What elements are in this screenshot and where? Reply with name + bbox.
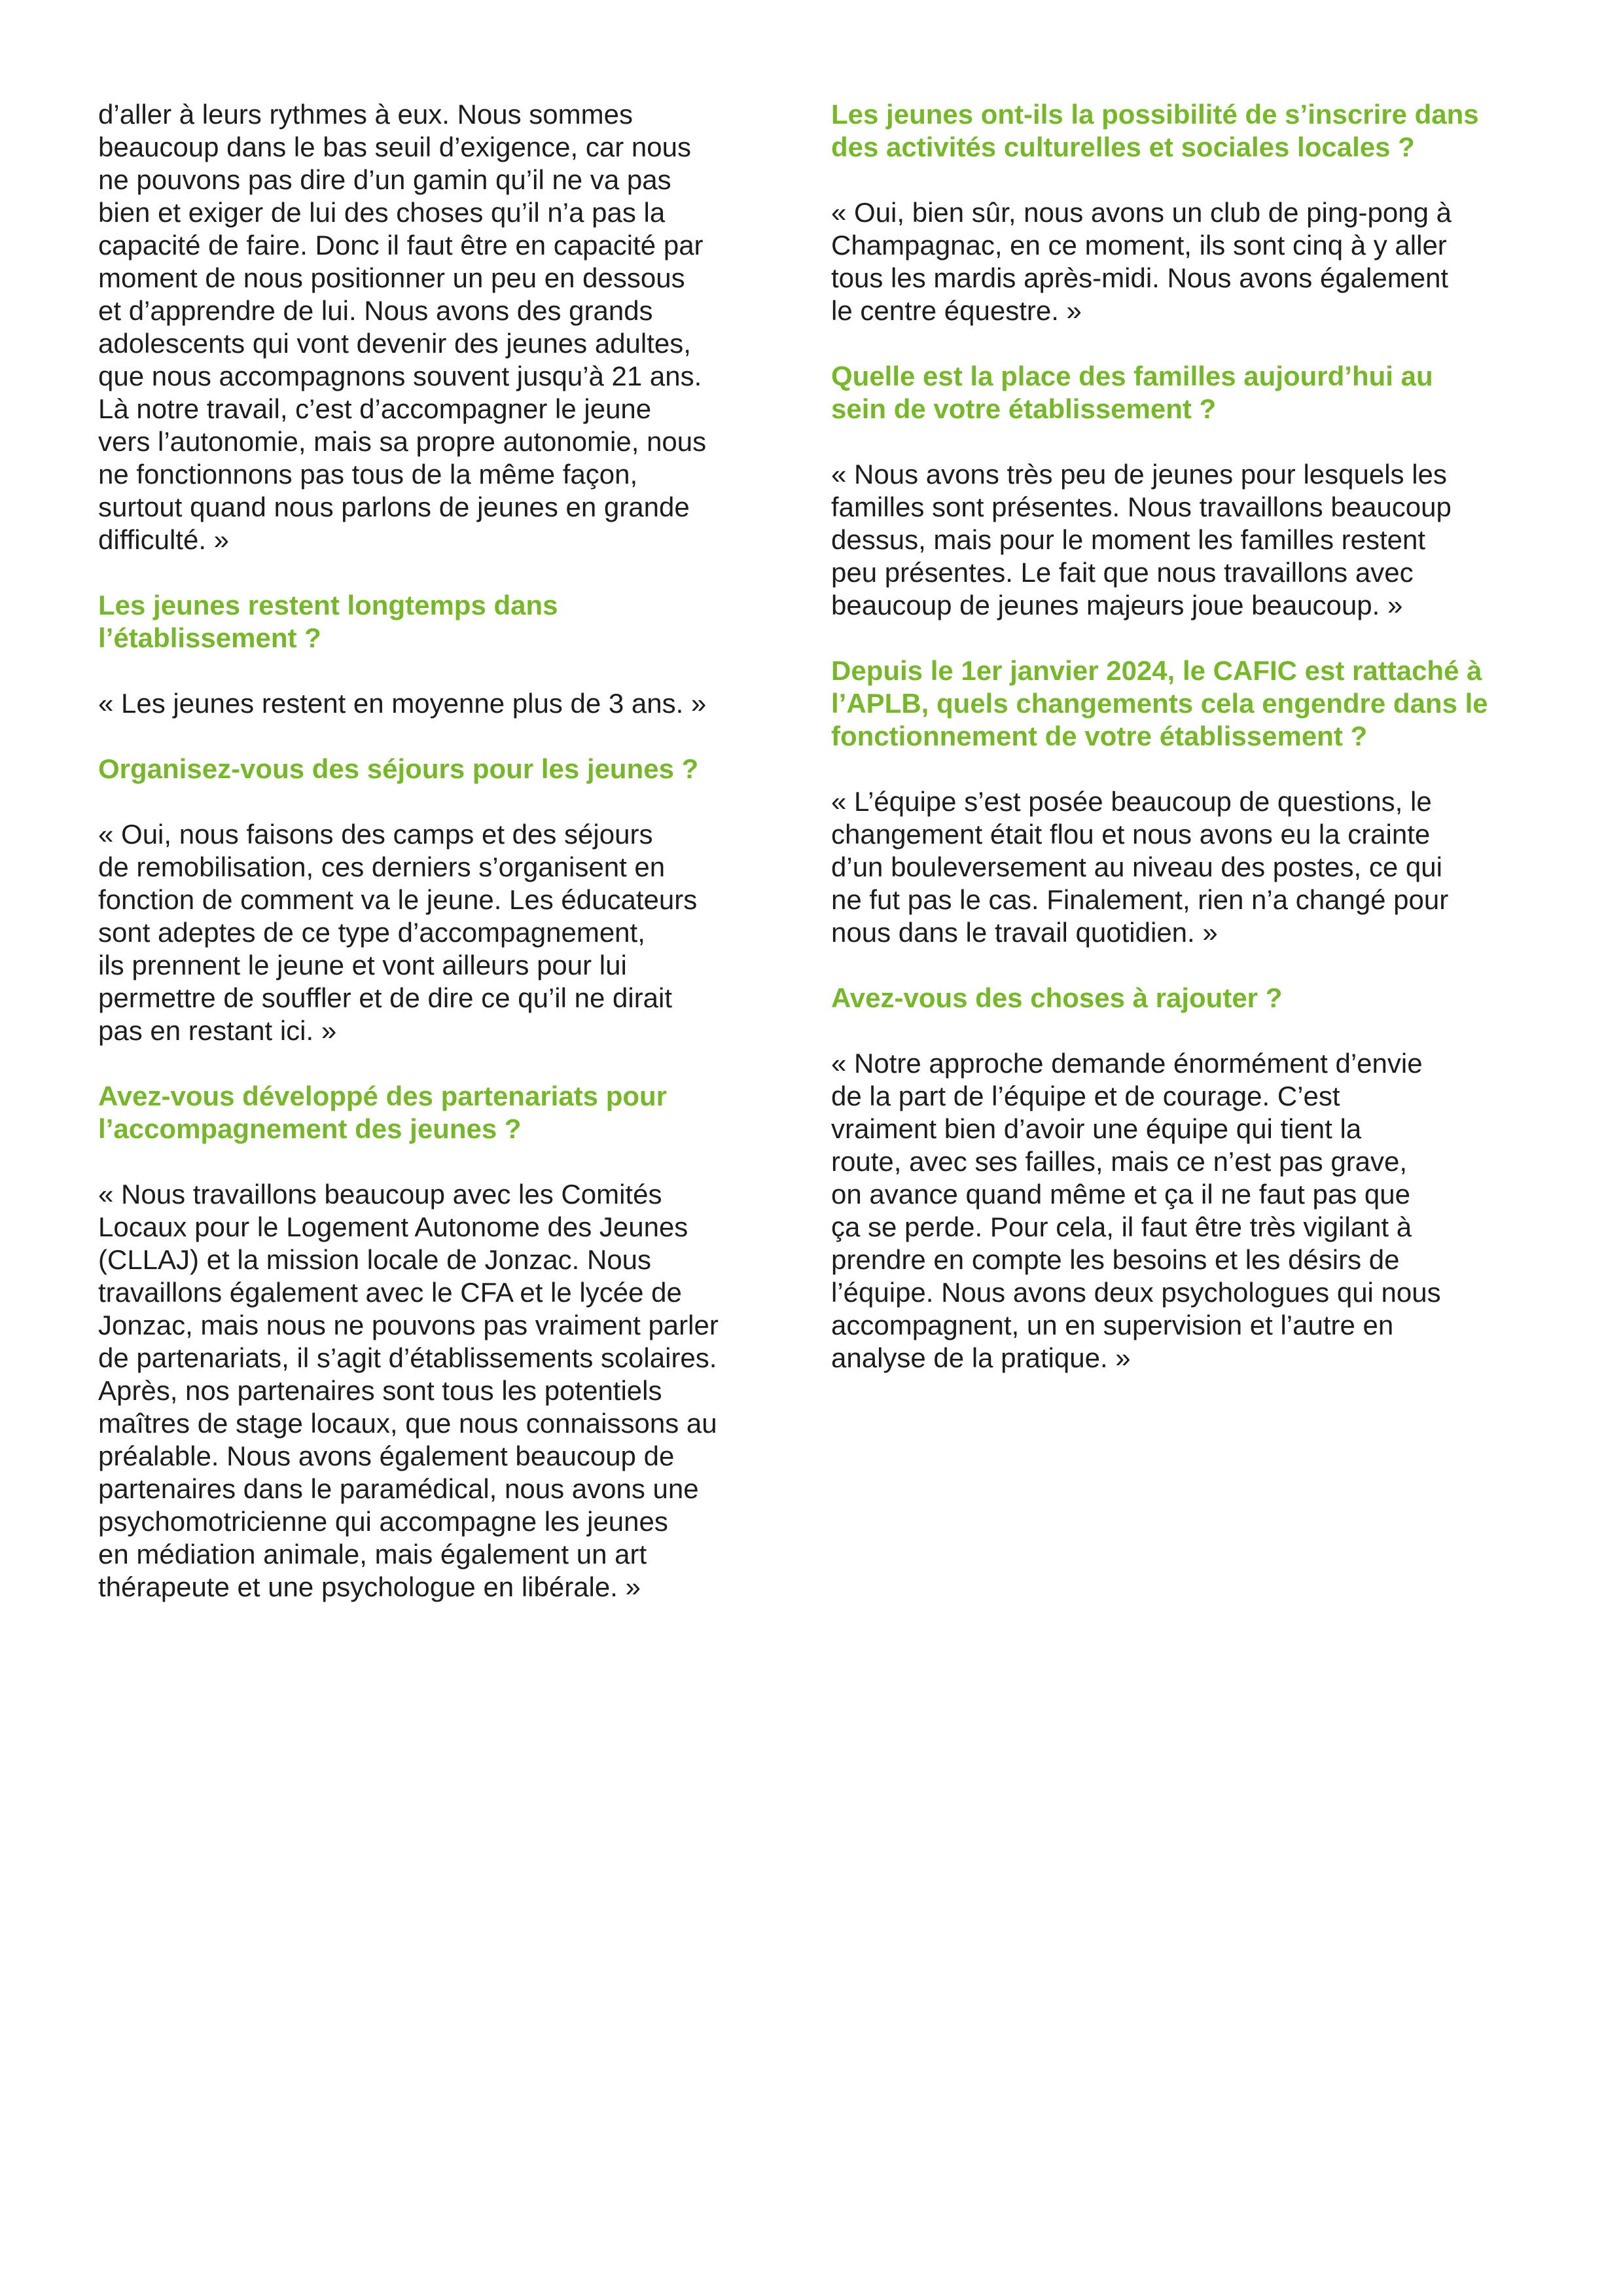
question-heading: Avez-vous développé des partenariats pour l’accompagnement des jeunes ?	[98, 1081, 668, 1144]
question-heading: Les jeunes restent longtemps dans l’établissement ?	[98, 590, 558, 653]
answer-paragraph: « Notre approche demande énormément d’envie de la part de l’équipe et de courage. C’est vraiment bien d’avoir une équipe qui tient la route, avec ses failles, mais ce n’est pas grave, on avance quand même et ça il ne faut pas que ça se perde. Pour cela, il faut être très vigilant à prendre en compte les besoins et les désirs de l’équipe. Nous avons deux psychologues qui nous accompagnent, un en supervision et l’autre en analyse de la pratique. »	[831, 1048, 1441, 1373]
answer-paragraph: « Nous avons très peu de jeunes pour lesquels les familles sont présentes. Nous travaillons beaucoup dessus, mais pour le moment les familles restent peu présentes. Le fait que nous travaillons avec beaucoup de jeunes majeurs joue beaucoup. »	[831, 459, 1452, 620]
answer-paragraph: « Nous travaillons beaucoup avec les Comités Locaux pour le Logement Autonome des Jeunes (CLLAJ) et la mission locale de Jonzac. Nous travaillons également avec le CFA et le lycée de Jonzac, mais nous ne pouvons pas vraiment parler de partenariats, il s’agit d’établissements scolaires. Après, nos partenaires sont tous les potentiels maîtres de stage locaux, que nous connaissons au préalable. Nous avons également beaucoup de partenaires dans le paramédical, nous avons une psychomotricienne qui accompagne les jeunes en médiation animale, mais également un art thérapeute et une psychologue en libérale. »	[98, 1179, 719, 1602]
answer-paragraph: « Les jeunes restent en moyenne plus de 3 ans. »	[98, 688, 707, 719]
answer-paragraph: « Oui, bien sûr, nous avons un club de ping-pong à Champagnac, en ce moment, ils sont cinq à y aller tous les mardis après-midi. Nous avons également le centre équestre. »	[831, 197, 1452, 326]
question-heading: Depuis le 1er janvier 2024, le CAFIC est rattaché à l’APLB, quels changements cela engendre dans le fonctionnement de votre établissement ?	[831, 655, 1488, 751]
question-heading: Organisez-vous des séjours pour les jeunes ?	[98, 753, 699, 784]
answer-paragraph: « L’équipe s’est posée beaucoup de questions, le changement était flou et nous avons eu la crainte d’un bouleversement au niveau des postes, ce qui ne fut pas le cas. Finalement, rien n’a changé pour nous dans le travail quotidien. »	[831, 786, 1449, 948]
left-column	[98, 98, 802, 1604]
question-heading: Avez-vous des choses à rajouter ?	[831, 982, 1283, 1013]
right-column	[831, 98, 1538, 1374]
question-heading: Les jeunes ont-ils la possibilité de s’inscrire dans des activités culturelles et sociales locales ?	[831, 99, 1479, 162]
intro-paragraph: d’aller à leurs rythmes à eux. Nous sommes beaucoup dans le bas seuil d’exigence, car nous ne pouvons pas dire d’un gamin qu’il ne va pas bien et exiger de lui des choses qu’il n’a pas la capacité de faire. Donc il faut être en capacité par moment de nous positionner un peu en dessous et d’apprendre de lui. Nous avons des grands adolescents qui vont devenir des jeunes adultes, que nous accompagnons souvent jusqu’à 21 ans. Là notre travail, c’est d’accompagner le jeune vers l’autonomie, mais sa propre autonomie, nous ne fonctionnons pas tous de la même façon, surtout quand nous parlons de jeunes en grande difficulté. »	[98, 99, 707, 555]
question-heading: Quelle est la place des familles aujourd’hui au sein de votre établissement ?	[831, 361, 1433, 424]
answer-paragraph: « Oui, nous faisons des camps et des séjours de remobilisation, ces derniers s’organisent en fonction de comment va le jeune. Les éducateurs sont adeptes de ce type d’accompagnement, ils prennent le jeune et vont ailleurs pour lui permettre de souffler et de dire ce qu’il ne dirait pas en restant ici. »	[98, 819, 698, 1046]
